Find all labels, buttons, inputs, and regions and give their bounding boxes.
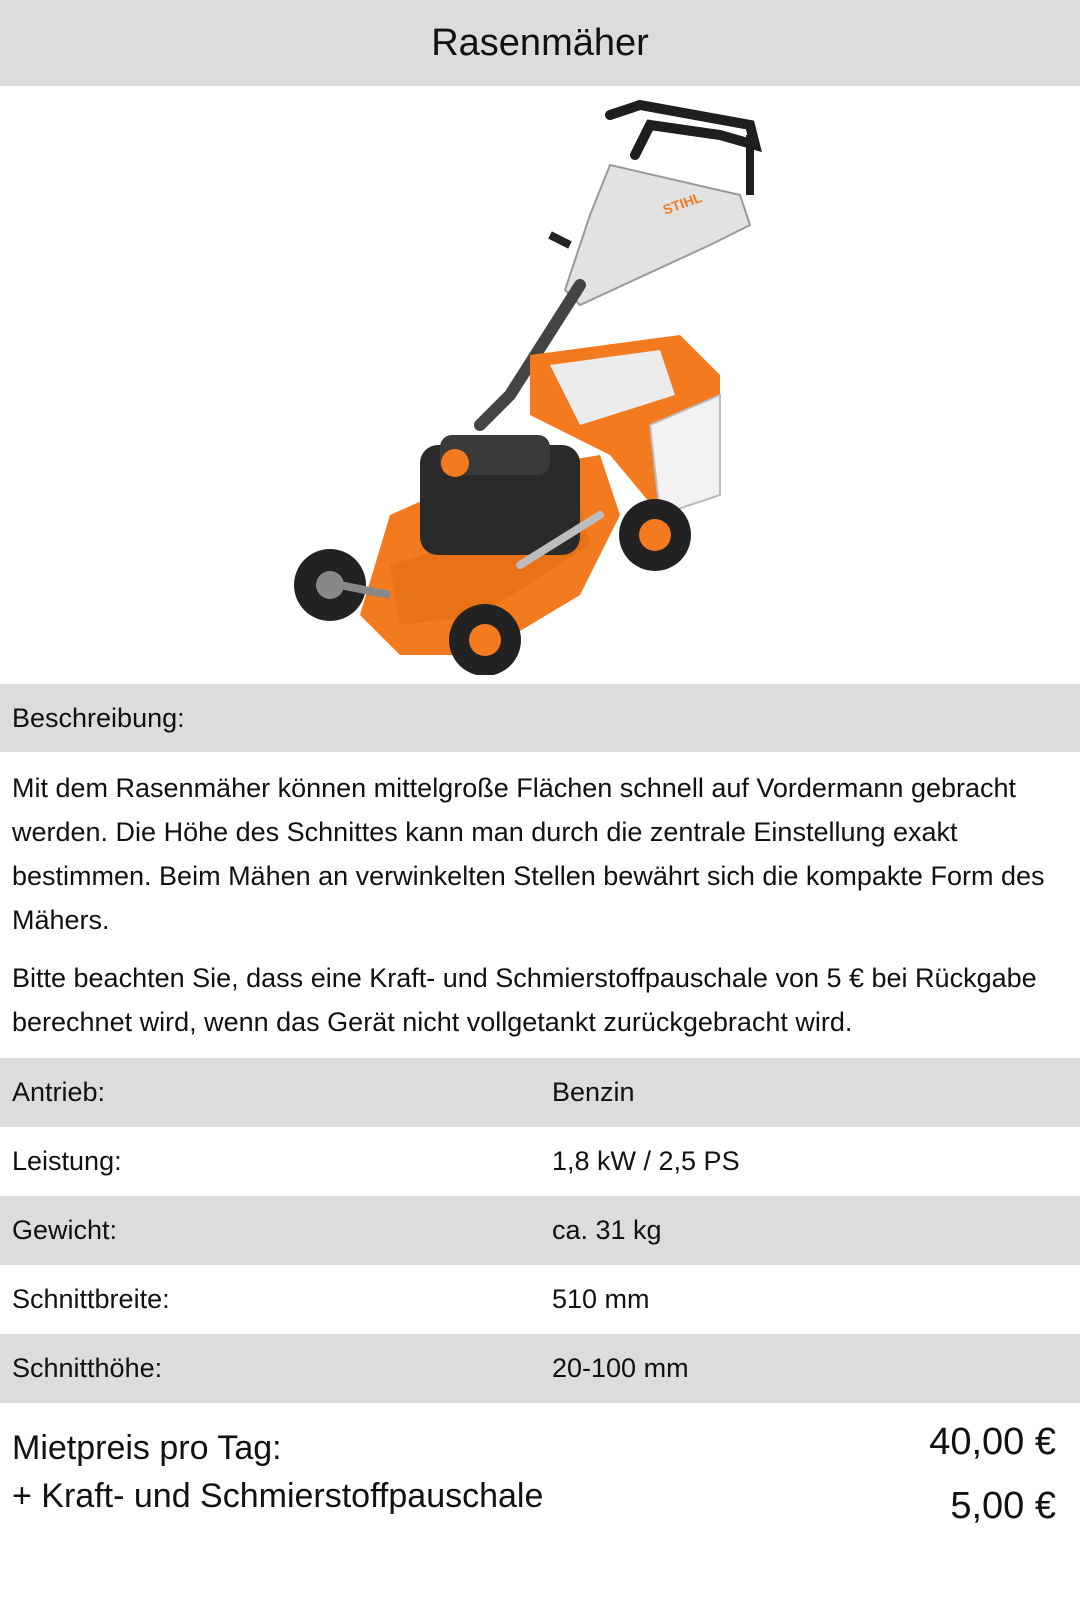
lawnmower-image: [280, 95, 800, 675]
spec-row-schnittbreite: [0, 1265, 1080, 1334]
daily-price-amount: 40,00 €: [929, 1421, 1056, 1463]
description-body: [0, 752, 1080, 1058]
spec-row-gewicht: [0, 1196, 1080, 1265]
spec-label: Schnittbreite:: [12, 1284, 170, 1314]
spec-label: Gewicht:: [12, 1215, 118, 1245]
spec-value: 1,8 kW / 2,5 PS: [552, 1146, 740, 1176]
description-paragraph: Bitte beachten Sie, dass eine Kraft- und Schmierstoffpauschale von 5 € bei Rückgabe berechnet wird, wenn das Gerät nicht vollgetankt zurückgebracht wird.: [12, 963, 1037, 1037]
description-paragraph: Mit dem Rasenmäher können mittelgroße Flächen schnell auf Vordermann gebracht werden. Die Höhe des Schnittes kann man durch die zentrale Einstellung exakt bestimmen. Beim Mähen an verwinkelten Stellen bewährt sich die kompakte Form des Mähers.: [12, 773, 1045, 935]
spec-label: Leistung:: [12, 1146, 122, 1176]
spec-row-antrieb: [0, 1058, 1080, 1127]
daily-price-row: [12, 1421, 1056, 1468]
spec-value: 510 mm: [552, 1284, 650, 1314]
fee-row: [12, 1477, 1056, 1528]
description-heading: [0, 684, 1080, 752]
spec-label: Antrieb:: [12, 1077, 106, 1107]
spec-table: [0, 1058, 1080, 1403]
spec-row-schnitthoehe: [0, 1334, 1080, 1403]
product-image-area: [0, 86, 1080, 684]
spec-label: Schnitthöhe:: [12, 1353, 163, 1383]
daily-price-label: Mietpreis pro Tag:: [12, 1429, 282, 1467]
spec-value: 20-100 mm: [552, 1353, 689, 1383]
spec-value: Benzin: [552, 1077, 635, 1107]
spec-row-leistung: [0, 1127, 1080, 1196]
pricing-section: [0, 1403, 1080, 1583]
brand-logo-text: STIHL: [660, 188, 705, 218]
page-title: Rasenmäher: [431, 21, 649, 64]
fee-label: + Kraft- und Schmierstoffpauschale: [12, 1477, 544, 1515]
fee-amount: 5,00 €: [950, 1485, 1056, 1527]
spec-value: ca. 31 kg: [552, 1215, 662, 1245]
description-heading-label: Beschreibung:: [12, 702, 185, 733]
page-title-bar: [0, 0, 1080, 86]
